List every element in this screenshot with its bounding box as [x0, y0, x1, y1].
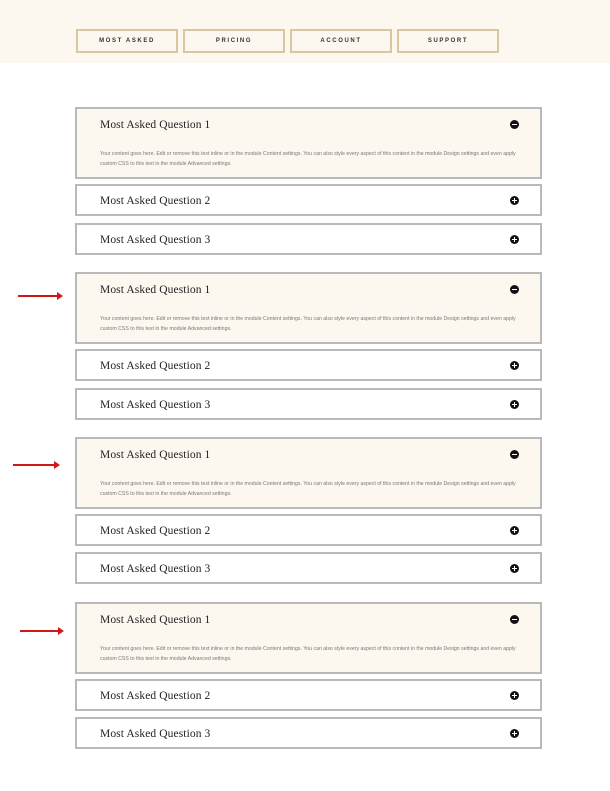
accordion-item[interactable]	[75, 388, 542, 420]
tab-account[interactable]: ACCOUNT	[290, 29, 392, 53]
minus-circle-icon[interactable]	[510, 615, 519, 624]
question-title: Most Asked Question 1	[100, 449, 211, 461]
question-title: Most Asked Question 3	[100, 399, 211, 411]
answer-text: Your content goes here. Edit or remove this text inline or in the module Content settings. You can also style every aspect of this content in the module Design settings and even apply custom CSS to this text in the module Advanced settings.	[100, 316, 516, 332]
plus-circle-icon[interactable]	[510, 235, 519, 244]
accordion-item[interactable]	[75, 349, 542, 381]
minus-circle-icon[interactable]	[510, 450, 519, 459]
accordion-item[interactable]	[75, 184, 542, 216]
question-title: Most Asked Question 1	[100, 614, 211, 626]
accordion-item[interactable]	[75, 514, 542, 546]
plus-circle-icon[interactable]	[510, 526, 519, 535]
tab-bar	[0, 0, 610, 63]
accordion-item[interactable]	[75, 223, 542, 255]
plus-circle-icon[interactable]	[510, 196, 519, 205]
question-title: Most Asked Question 1	[100, 119, 211, 131]
plus-circle-icon[interactable]	[510, 691, 519, 700]
answer-text: Your content goes here. Edit or remove this text inline or in the module Content settings. You can also style every aspect of this content in the module Design settings and even apply custom CSS to this text in the module Advanced settings.	[100, 481, 516, 497]
plus-circle-icon[interactable]	[510, 361, 519, 370]
red-arrow-icon	[18, 295, 61, 297]
accordion-item-open[interactable]	[75, 107, 542, 179]
red-arrow-icon	[13, 464, 58, 466]
answer-text: Your content goes here. Edit or remove this text inline or in the module Content settings. You can also style every aspect of this content in the module Design settings and even apply custom CSS to this text in the module Advanced settings.	[100, 151, 516, 167]
accordion-item-open[interactable]	[75, 602, 542, 674]
question-title: Most Asked Question 2	[100, 195, 211, 207]
question-title: Most Asked Question 2	[100, 360, 211, 372]
accordion-item-open[interactable]	[75, 437, 542, 509]
question-title: Most Asked Question 3	[100, 234, 211, 246]
question-title: Most Asked Question 2	[100, 525, 211, 537]
accordion-item[interactable]	[75, 552, 542, 584]
question-title: Most Asked Question 2	[100, 690, 211, 702]
accordion-item[interactable]	[75, 717, 542, 749]
plus-circle-icon[interactable]	[510, 564, 519, 573]
question-title: Most Asked Question 3	[100, 728, 211, 740]
accordion-item-open[interactable]	[75, 272, 542, 344]
minus-circle-icon[interactable]	[510, 285, 519, 294]
question-title: Most Asked Question 3	[100, 563, 211, 575]
tab-support[interactable]: SUPPORT	[397, 29, 499, 53]
accordion-item[interactable]	[75, 679, 542, 711]
question-title: Most Asked Question 1	[100, 284, 211, 296]
plus-circle-icon[interactable]	[510, 400, 519, 409]
tab-pricing[interactable]: PRICING	[183, 29, 285, 53]
minus-circle-icon[interactable]	[510, 120, 519, 129]
answer-text: Your content goes here. Edit or remove this text inline or in the module Content settings. You can also style every aspect of this content in the module Design settings and even apply custom CSS to this text in the module Advanced settings.	[100, 646, 516, 662]
red-arrow-icon	[20, 630, 62, 632]
tab-most-asked[interactable]: MOST ASKED	[76, 29, 178, 53]
plus-circle-icon[interactable]	[510, 729, 519, 738]
